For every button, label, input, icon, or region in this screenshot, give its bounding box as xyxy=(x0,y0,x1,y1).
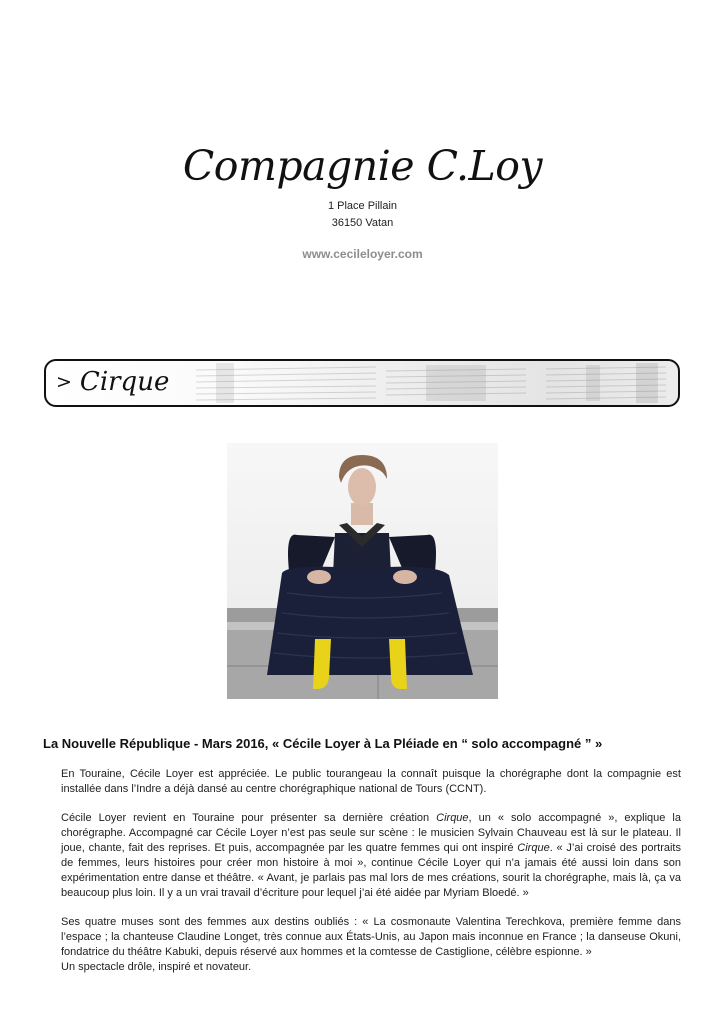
website-link[interactable]: www.cecileloyer.com xyxy=(302,247,423,261)
letterhead xyxy=(0,140,725,261)
article-headline: La Nouvelle République - Mars 2016, « Cécile Loyer à La Pléiade en “ solo accompagné ” » xyxy=(43,736,603,751)
chevron-right-icon: > xyxy=(56,371,72,393)
article-paragraph-1: En Touraine, Cécile Loyer est appréciée. Le public tourangeau la connaît puisque la chorégraphe dont la compagnie est installée dans l’Indre a déjà dansé au centre chorégraphique national de Tours (CCNT). xyxy=(61,768,681,795)
article-paragraph-2 xyxy=(61,811,681,901)
section-banner xyxy=(44,359,680,407)
section-title-text: Cirque xyxy=(79,367,170,397)
article-body xyxy=(61,767,681,989)
address-street: 1 Place Pillain xyxy=(327,200,398,212)
section-title xyxy=(56,364,169,400)
article-paragraph-4: Un spectacle drôle, inspiré et novateur. xyxy=(61,961,252,973)
paragraph-text: . « J’ai croisé des portraits de femmes, leurs histoires pour créer mon histoire à moi », continue Cécile Loyer qui n’a jamais été aussi loin dans son expérimentation entre danse et théâtre. « Avant, je parlais pas mal lors de mes créations, sourit la chorégraphe, mais là, ça va beaucoup plus loin. Il y a un vrai travail d’écriture pour lequel j’ai été aidée par Myriam Bloedé. » xyxy=(61,842,681,899)
paragraph-text: , un « solo accompagné », explique la chorégraphe. Accompagné car Cécile Loyer n’est pas seule sur scène : le musicien Sylvain Chauveau est là sur le plateau. Il joue, chante, fait des reprises. Et puis, accompagnée par les quatre femmes qui ont inspiré xyxy=(61,812,681,854)
article-paragraph-3: Ses quatre muses sont des femmes aux destins oubliés : « La cosmonaute Valentina Terechkova, première femme dans l’espace ; la chanteuse Claudine Longet, très connue aux États-Unis, au Japon mais inconnue en France ; la danseuse Okuni, fondatrice du théâtre Kabuki, depuis réservé aux hommes et la comtesse de Castiglione, célèbre espionne. » xyxy=(61,916,681,958)
work-title: Cirque xyxy=(517,842,550,854)
address-city: 36150 Vatan xyxy=(331,217,394,229)
work-title: Cirque xyxy=(436,812,469,824)
paragraph-text: Cécile Loyer revient en Touraine pour présenter sa dernière création xyxy=(61,812,437,824)
company-name: Compagnie C.Loy xyxy=(182,142,543,190)
dancer-photo xyxy=(227,443,498,699)
